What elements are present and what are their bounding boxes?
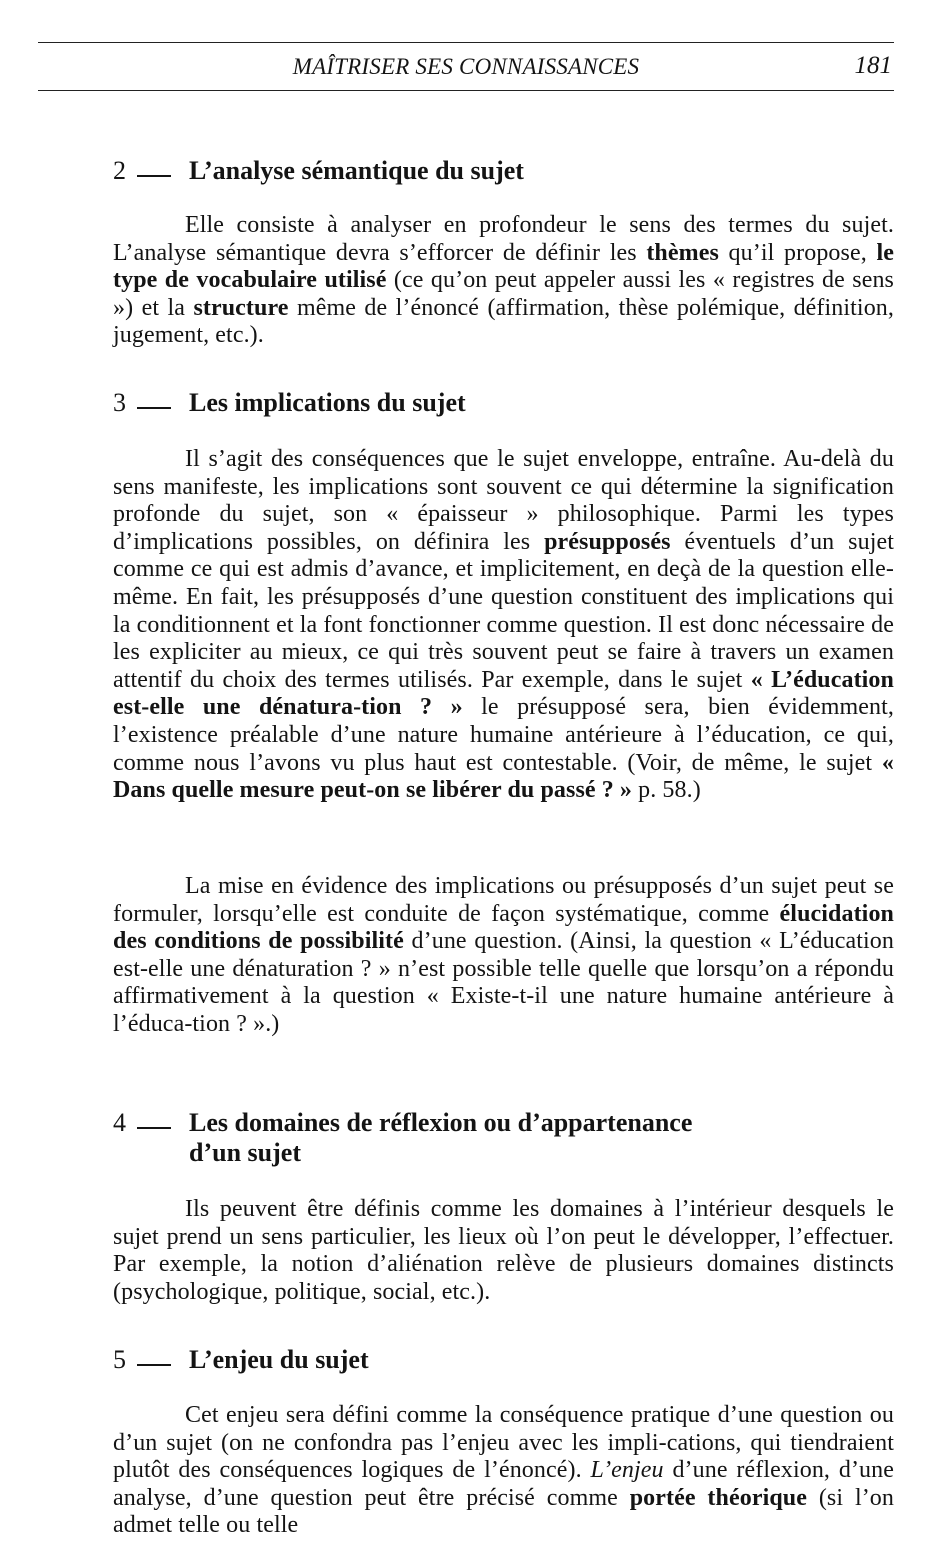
section-dash [137,175,171,177]
section-title: Les domaines de réflexion ou d’appartenance [189,1108,693,1137]
section-number: 4 [113,1108,126,1137]
bold-term: présupposés [544,528,671,555]
bold-term: « L’éducation est-elle une dénatura-tion ? » [113,666,894,721]
paragraph [113,1402,894,1540]
section-heading-5 [113,1345,903,1375]
paragraph [113,212,894,350]
text-run: même de l’énoncé (affirmation, thèse polémique, définition, jugement, etc.). [113,294,894,349]
section-dash [137,407,171,409]
paragraph [113,446,894,805]
text-run: d’une question. (Ainsi, la question « L’éducation est-elle une dénaturation ? » n’est possible telle quelle que lorsqu’on a répondu affirmativement à la question « Existe-t-il une nature humaine antérieure à l’éduca-tion ? ».) [113,928,894,1037]
section-title: Les implications du sujet [189,388,466,417]
text-run: (si l’on admet telle ou telle [113,1484,895,1539]
section-title: L’analyse sémantique du sujet [189,156,524,185]
section-heading-4 [113,1108,903,1168]
text-run: Elle consiste à analyser en profondeur le sens des termes du sujet. L’analyse sémantique devra s’efforcer de définir les [113,212,894,266]
bold-term: « Dans quelle mesure peut-on se libérer du passé ? » [113,749,894,804]
section-heading-3 [113,388,903,418]
section-number: 2 [113,156,126,185]
section-dash [137,1127,171,1129]
header-top-rule [38,42,894,43]
italic-term: L’enjeu [590,1457,664,1484]
bold-term: portée théorique [629,1484,807,1511]
section-heading-2 [113,156,903,186]
bold-term: structure [193,294,289,321]
paragraph [113,1196,894,1306]
bold-term: thèmes [646,239,719,266]
running-title: MAÎTRISER SES CONNAISSANCES [292,54,640,79]
section-number: 3 [113,388,126,417]
section-number: 5 [113,1345,126,1374]
running-header [38,52,894,84]
text-run: La mise en évidence des implications ou présupposés d’un sujet peut se formuler, lorsqu’elle est conduite de façon systématique, comme [113,873,894,927]
text-run: qu’il propose, [718,239,877,266]
text-run: d’une réflexion, d’une analyse, d’une question peut être précisé comme [113,1457,894,1511]
bold-term: élucidation des conditions de possibilité [113,900,894,955]
text-run: éventuels d’un sujet comme ce qui est admis d’avance, et implicitement, en deçà de la question elle-même. En fait, les présupposés d’une question constituent des implications qui la conditionnent et la font fonctionner comme question. Il est donc nécessaire de les expliciter au mieux, ce qui très souvent peut se faire à travers un examen attentif du choix des termes utilisés. Par exemple, dans le sujet [113,528,894,693]
text-run: Il s’agit des conséquences que le sujet enveloppe, entraîne. Au-delà du sens manifeste, les implications sont souvent ce qui détermine la signification profonde du sujet, son « épaisseur » philosophique. Parmi les types d’implications possibles, on définira les [113,446,894,555]
section-dash [137,1364,171,1366]
section-title-line2: d’un sujet [189,1138,301,1167]
page-number: 181 [854,52,892,79]
text-run: p. 58.) [632,777,701,804]
text-run: Cet enjeu sera défini comme la conséquence pratique d’une question ou d’un sujet (on ne confondra pas l’enjeu avec les impli-cations, qui tiendraient plutôt des conséquences logiques de l’énoncé). [113,1402,894,1484]
text-run: le présupposé sera, bien évidemment, l’existence préalable d’une nature humaine antérieure à l’éducation, ce qui, comme nous l’avons vu plus haut est contestable. (Voir, de même, le sujet [113,694,894,776]
header-bottom-rule [38,90,894,91]
paragraph [113,873,894,1039]
text-run: Ils peuvent être définis comme les domaines à l’intérieur desquels le sujet prend un sens particulier, les lieux où l’on peut le développer, l’effectuer. Par exemple, la notion d’aliénation relève de plusieurs domaines distincts (psychologique, politique, social, etc.). [113,1196,894,1305]
text-run: (ce qu’on peut appeler aussi les « registres de sens ») et la [113,267,894,321]
section-title: L’enjeu du sujet [189,1345,369,1374]
bold-term: le type de vocabulaire utilisé [113,239,894,294]
